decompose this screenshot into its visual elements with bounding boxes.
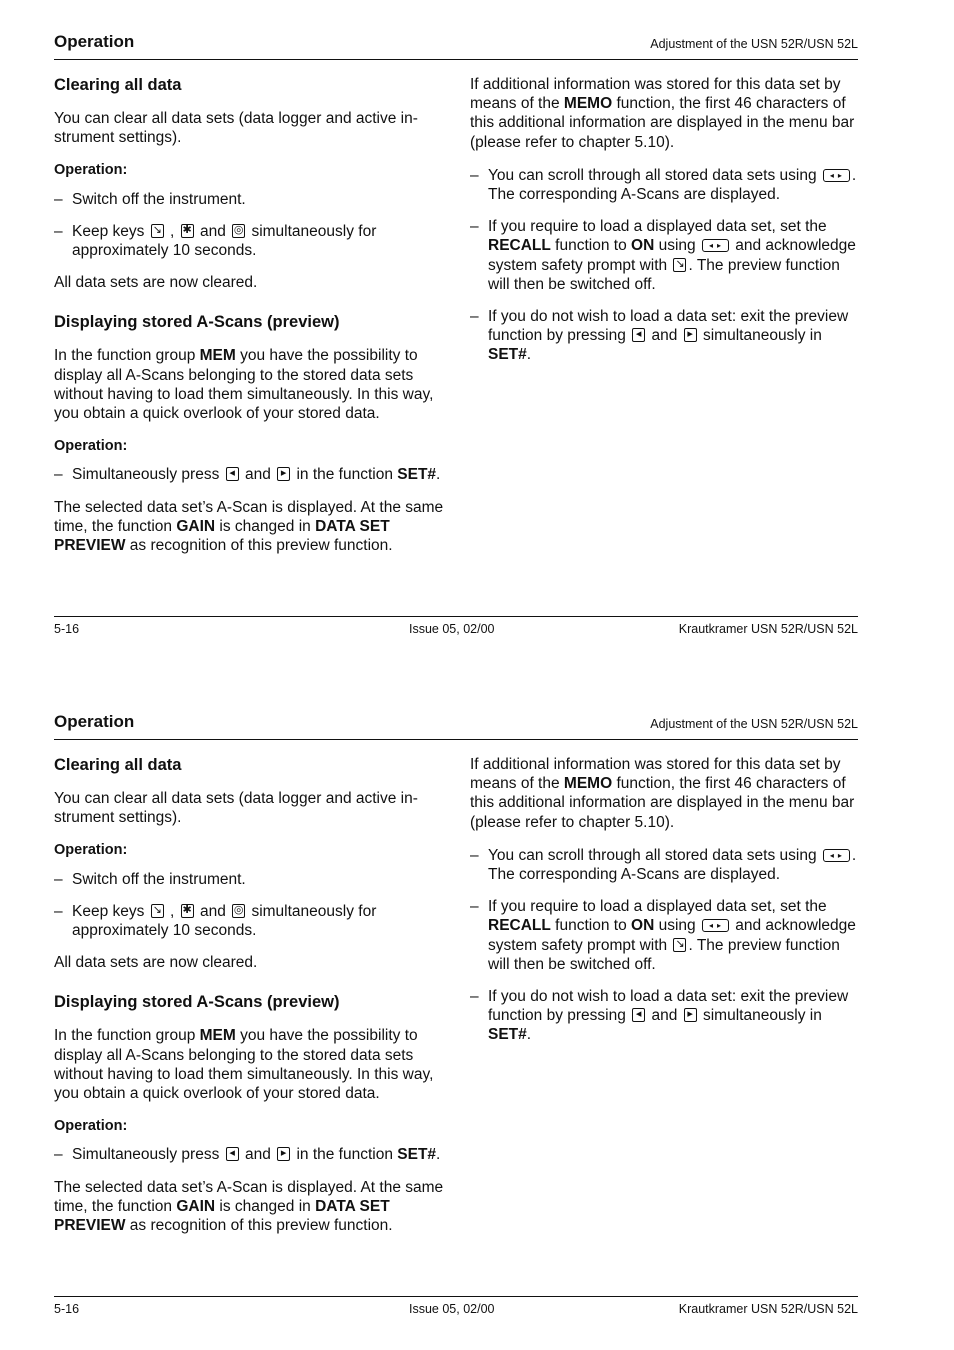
list-item: – If you require to load a displayed data set, set the RECALL function to ON using ◂▸ and acknowledge system safety prompt with ↘ . The preview function will then be switched off.	[470, 218, 856, 293]
operation-label: Operation:	[54, 842, 128, 859]
left-column	[54, 75, 446, 569]
list-item: – If you do not wish to load a data set: exit the preview function by pressing ◂ and ▸ simultaneously in SET#.	[470, 308, 849, 364]
left-right-key-icon: ◂▸	[823, 169, 850, 182]
footer-issue: Issue 05, 02/00	[409, 622, 495, 636]
left-arrow-key-icon: ◂	[226, 1147, 239, 1161]
footer-page-number: 5-16	[54, 622, 80, 636]
left-arrow-key-icon: ◂	[632, 328, 645, 342]
footer-rule	[54, 616, 858, 617]
paragraph: In the function group MEM you have the possibility to display all A-Scans belonging to the stored data sets without having to load them simultaneously. In this way, you obtain a quick overlook of your stored data.	[54, 1027, 434, 1103]
right-column	[470, 75, 860, 378]
enter-key-icon: ↘	[675, 936, 685, 950]
heading-preview: Displaying stored A-Scans (preview)	[54, 993, 340, 1012]
paragraph: You can clear all data sets (data logger and active in-strument settings).	[54, 110, 418, 147]
operation-label: Operation:	[54, 438, 128, 455]
right-column	[470, 755, 860, 1058]
paragraph: The selected data set’s A-Scan is displayed. At the same time, the function GAIN is changed in DATA SET PREVIEW as recognition of this preview function.	[54, 1178, 444, 1235]
list-item: – Keep keys ↘ , ✱ and ◎ simultaneously for approximately 10 seconds.	[54, 902, 377, 940]
right-arrow-key-icon: ▸	[277, 467, 290, 481]
page-bottom	[0, 680, 954, 1340]
star-key-icon: ✱	[182, 902, 192, 916]
paragraph: If additional information was stored for this data set by means of the MEMO function, the first 46 characters of this additional information are displayed in the menu bar (please refer to chapter 5.10).	[470, 756, 855, 831]
operation-label: Operation:	[54, 1118, 128, 1135]
header-title: Adjustment of the USN 52R/USN 52L	[650, 37, 858, 51]
header-rule	[54, 59, 858, 60]
footer-product: Krautkramer USN 52R/USN 52L	[678, 622, 858, 636]
left-arrow-key-icon: ◂	[226, 467, 239, 481]
target-key-icon: ◎	[233, 902, 244, 916]
target-key-icon: ◎	[233, 222, 244, 236]
operation-label: Operation:	[54, 162, 128, 179]
list-item: – If you require to load a displayed data set, set the RECALL function to ON using ◂▸ and acknowledge system safety prompt with ↘ . The preview function will then be switched off.	[470, 898, 856, 973]
header-rule	[54, 739, 858, 740]
footer-issue: Issue 05, 02/00	[409, 1302, 495, 1316]
heading-clearing: Clearing all data	[54, 76, 182, 94]
header-title: Adjustment of the USN 52R/USN 52L	[650, 717, 858, 731]
right-arrow-key-icon: ▸	[684, 328, 697, 342]
header-section: Operation	[54, 32, 135, 51]
left-right-key-icon: ◂▸	[702, 239, 729, 252]
right-arrow-key-icon: ▸	[684, 1008, 697, 1022]
enter-key-icon: ↘	[152, 902, 162, 916]
star-key-icon: ✱	[182, 222, 192, 236]
list-item: – Switch off the instrument.	[54, 870, 246, 888]
paragraph: You can clear all data sets (data logger and active in-strument settings).	[54, 790, 418, 827]
footer-rule	[54, 1296, 858, 1297]
footer-page-number: 5-16	[54, 1302, 80, 1316]
heading-preview: Displaying stored A-Scans (preview)	[54, 313, 340, 332]
list-item: – Simultaneously press ◂ and ▸ in the function SET#.	[54, 466, 441, 484]
header-section: Operation	[54, 712, 135, 731]
left-right-key-icon: ◂▸	[823, 849, 850, 862]
paragraph: If additional information was stored for this data set by means of the MEMO function, the first 46 characters of this additional information are displayed in the menu bar (please refer to chapter 5.10).	[470, 76, 855, 151]
heading-clearing: Clearing all data	[54, 756, 182, 774]
footer-product: Krautkramer USN 52R/USN 52L	[678, 1302, 858, 1316]
left-right-key-icon: ◂▸	[702, 919, 729, 932]
list-item: – You can scroll through all stored data sets using ◂▸ . The corresponding A-Scans are displayed.	[470, 166, 857, 204]
paragraph: All data sets are now cleared.	[54, 954, 258, 972]
left-column	[54, 755, 446, 1249]
paragraph: All data sets are now cleared.	[54, 274, 258, 292]
list-item: – Switch off the instrument.	[54, 190, 246, 208]
list-item: – Simultaneously press ◂ and ▸ in the function SET#.	[54, 1146, 441, 1164]
list-item: – If you do not wish to load a data set: exit the preview function by pressing ◂ and ▸ simultaneously in SET#.	[470, 988, 849, 1044]
list-item: – Keep keys ↘ , ✱ and ◎ simultaneously for approximately 10 seconds.	[54, 222, 377, 260]
list-item: – You can scroll through all stored data sets using ◂▸ . The corresponding A-Scans are displayed.	[470, 846, 857, 884]
left-arrow-key-icon: ◂	[632, 1008, 645, 1022]
paragraph: In the function group MEM you have the possibility to display all A-Scans belonging to the stored data sets without having to load them simultaneously. In this way, you obtain a quick overlook of your stored data.	[54, 347, 434, 423]
enter-key-icon: ↘	[675, 256, 685, 270]
right-arrow-key-icon: ▸	[277, 1147, 290, 1161]
enter-key-icon: ↘	[152, 222, 162, 236]
paragraph: The selected data set’s A-Scan is displayed. At the same time, the function GAIN is changed in DATA SET PREVIEW as recognition of this preview function.	[54, 498, 444, 555]
page-top	[0, 0, 954, 660]
